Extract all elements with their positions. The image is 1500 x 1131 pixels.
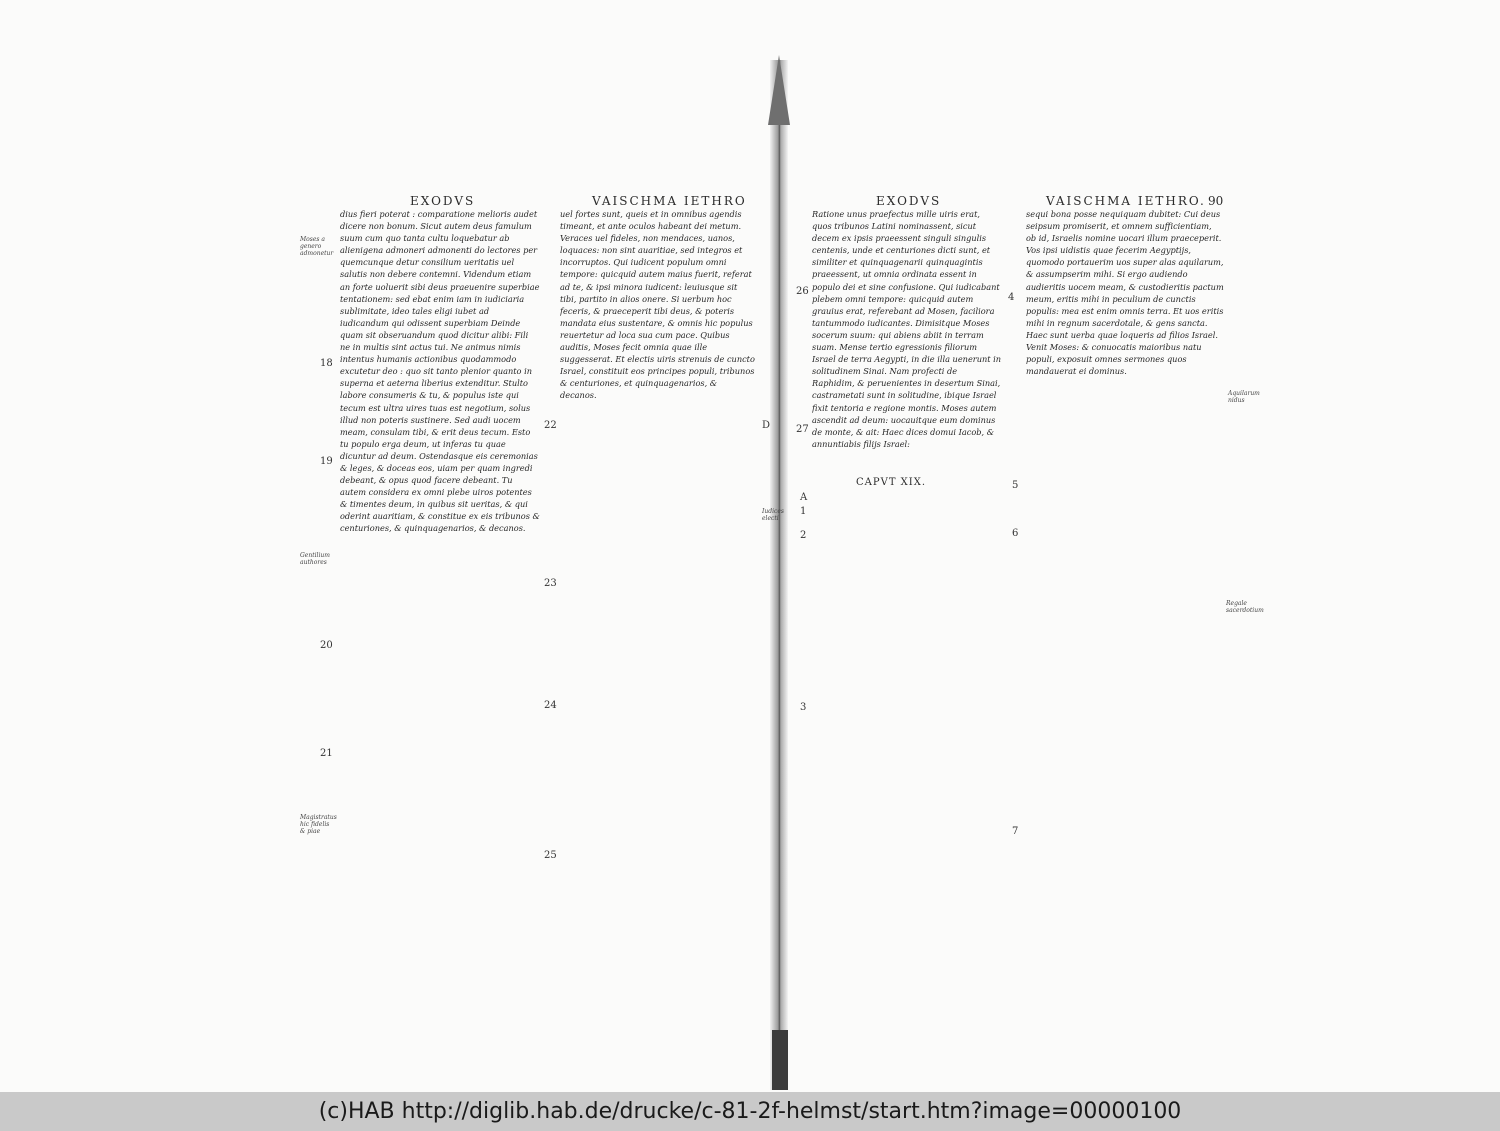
section-letter: D (762, 420, 771, 431)
chapter-heading: CAPVT XIX. (856, 477, 927, 488)
margin-note: Moses a genero admonetur (300, 236, 334, 257)
verse-number: 26 (796, 286, 809, 297)
verse-number: 4 (1008, 292, 1015, 303)
margin-note: Aquilarum nidus (1228, 390, 1260, 404)
margin-note: Magistratus hic fidelis & piae (300, 814, 337, 835)
copyright-footer: (c)HAB http://diglib.hab.de/drucke/c-81-2f-helmst/start.htm?image=00000100 (0, 1092, 1500, 1131)
book-gutter (770, 60, 788, 1090)
left-page-column-b (560, 208, 755, 898)
verse-number: 22 (544, 420, 557, 431)
verse-number: 7 (1012, 826, 1019, 837)
margin-note: Regale sacerdotium (1226, 600, 1264, 614)
right-column-b-text: sequi bona posse nequiquam dubitet: Cui deus seipsum promiserit, et omnem sufficientiam, ob id, Israelis nomine uocari illum praeceperit. Vos ipsi uidistis quae fecerim Aegyptijs, quomodo portauerim uos super alas aquilarum, & assumpserim mihi. Si ergo audiendo audieritis uocem meam, & custodieritis pactum meum, eritis mihi in peculium de cunctis populis: mea est enim omnis terra. Et uos eritis mihi in regnum sacerdotale, & gens sancta. Haec sunt uerba quae loqueris ad filios Israel. Venit Moses: & conuocatis maioribus natu populi, exposuit omnes sermones quos mandauerat ei dominus. (1026, 209, 1224, 377)
verse-number: 21 (320, 748, 333, 759)
verse-number: 20 (320, 640, 333, 651)
gutter-shadow-bottom (772, 1030, 788, 1090)
verse-number: 1 (800, 506, 807, 517)
verse-number: 24 (544, 700, 557, 711)
verse-number: 27 (796, 424, 809, 435)
right-running-head-title: VAISCHMA IETHRO. (1046, 194, 1206, 208)
verse-number: 18 (320, 358, 333, 369)
left-running-head-exodus: EXODVS (410, 194, 476, 208)
verse-number: 3 (800, 702, 807, 713)
verse-number: 2 (800, 530, 807, 541)
verse-number: 25 (544, 850, 557, 861)
verse-number: 23 (544, 578, 557, 589)
verse-number: 19 (320, 456, 333, 467)
gutter-shadow-top (768, 55, 790, 125)
margin-note: Gentilium authores (300, 552, 330, 566)
left-column-a-text: dius fieri poterat : comparatione melioris audet dicere non bonum. Sicut autem deus famulum suum cum quo tanta cultu loquebatur ab alienigena admoneri admonenti do lectores per quemcunque detur consilium ueritatis uel salutis non debere contemni. Videndum etiam an forte uoluerit sibi deus praeuenire superbiae tentationem: sed ebat enim iam in iudiciaria sublimitate, ideo tales eligi iubet ad iudicandum qui odissent superbiam Deinde quam sit obseruandum quod dicitur alibi: Fili ne in multis sint actus tui. Ne animus nimis intentus humanis actionibus quodammodo excutetur deo : quo sit tanto plenior quanto in superna et aeterna liberius extenditur. Stulto labore consumeris & tu, & populus iste qui tecum est ultra uires tuas est negotium, solus illud non poteris sustinere. Sed audi uocem meam, consulam tibi, & erit deus tecum. Esto tu populo erga deum, ut inferas tu quae dicuntur ad deum. Ostendasque eis ceremonias & leges, & doceas eos, uiam per quam ingredi debeant, & opus quod facere debeant. Tu autem considera ex omni plebe uiros potentes & timentes deum, in quibus sit ueritas, & qui oderint auaritiam, & constitue ex eis tribunos & centuriones, & quinquagenarios, & decanos. (340, 209, 540, 534)
section-letter: A (800, 492, 808, 503)
right-column-a-text: Ratione unus praefectus mille uiris erat, quos tribunos Latini nominassent, sicut decem ex ipsis praeessent singuli singulis centenis, unde et centuriones dicti sunt, et similiter et quinquagenarii quinquagintis praeessent, ut omnia ordinata essent in populo dei et sine confusione. Qui iudicabant plebem omni tempore: quicquid autem grauius erat, referebant ad Mosen, faciliora tantummodo iudicantes. Dimisitque Moses socerum suum: qui abiens abiit in terram suam. Mense tertio egressionis filiorum Israel de terra Aegypti, in die illa uenerunt in solitudinem Sinai. Nam profecti de Raphidim, & peruenientes in desertum Sinai, castrametati sunt in solitudine, ibique Israel fixit tentoria e regione montis. Moses autem ascendit ad deum: uocauitque eum dominus de monte, & ait: Haec dices domui Iacob, & annuntiabis filijs Israel: (812, 209, 1002, 449)
verse-number: 6 (1012, 528, 1019, 539)
folio-number: 90 (1208, 194, 1224, 208)
left-column-b-text: uel fortes sunt, queis et in omnibus agendis timeant, et ante oculos habeant dei metum. Veraces uel fideles, non mendaces, uanos, loquaces: non sint auaritiae, sed integros et incorruptos. Qui iudicent populum omni tempore: quicquid autem maius fuerit, referat ad te, & ipsi minora iudicent: leuiusque sit tibi, partito in alios onere. Si uerbum hoc feceris, & praeceperit tibi deus, & poteris mandata eius sustentare, & omnis hic populus reuertetur ad loca sua cum pace. Quibus auditis, Moses fecit omnia quae ille suggesserat. Et electis uiris strenuis de cuncto Israel, constituit eos principes populi, tribunos & centuriones, et quinquagenarios, & decanos. (560, 209, 755, 401)
right-running-head-exodus: EXODVS (876, 194, 942, 208)
left-page-column-a (340, 208, 540, 898)
verse-number: 5 (1012, 480, 1019, 491)
left-running-head-title: VAISCHMA IETHRO (592, 194, 747, 208)
right-page-column-b (1026, 208, 1224, 908)
margin-note: Iudices electi (762, 508, 784, 522)
right-page-column-a (812, 208, 1002, 908)
